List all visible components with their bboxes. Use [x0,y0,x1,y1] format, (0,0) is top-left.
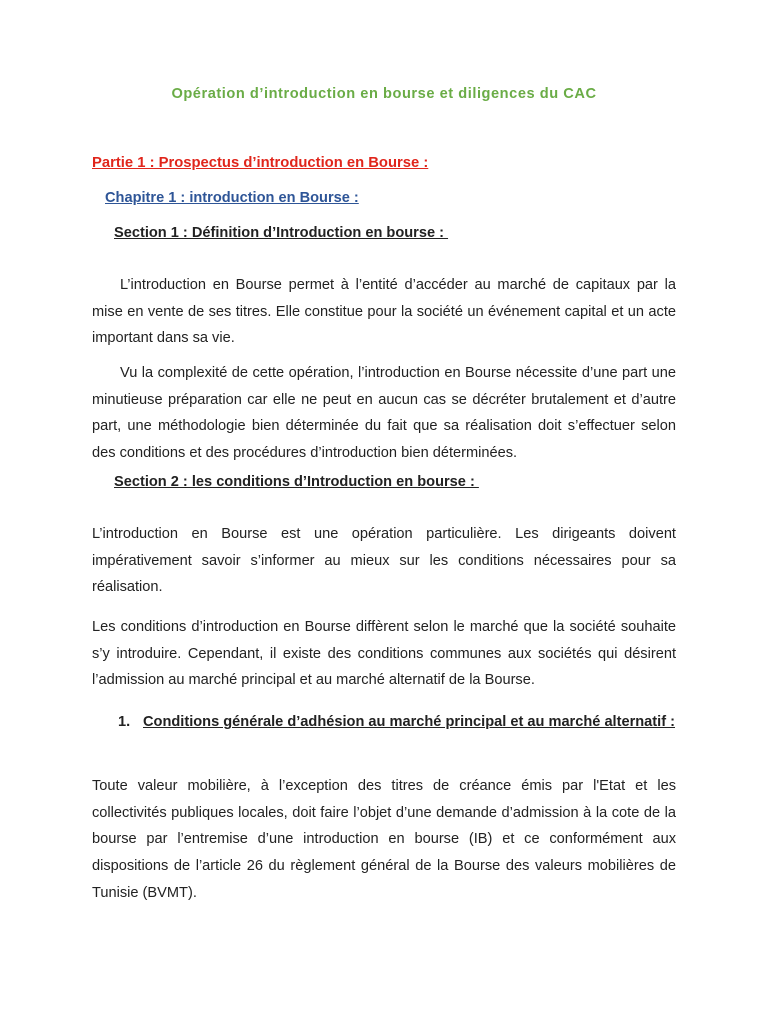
numbered-list-item [118,709,676,736]
final-paragraph: Toute valeur mobilière, à l’exception des titres de créance émis par l'Etat et les collectivités publiques locales, doit faire l’objet d’une demande d’admission à la cote de la bourse par l’entremise d’une introduction en bourse (IB) et ce conformément aux dispositions de l’article 26 du règlement général de la Bourse des valeurs mobilières de Tunisie (BVMT). [92,778,676,901]
section-1-paragraph-2: Vu la complexité de cette opération, l’introduction en Bourse nécessite d’une part une minutieuse préparation car elle ne peut en aucun cas se décréter brutalement et d’autre part, une méthodologie bien déterminée du fait que sa réalisation doit s’effectuer selon des conditions et des procédures d’introduction bien déterminées. [92,365,676,462]
section-2-paragraph-1: L’introduction en Bourse est une opération particulière. Les dirigeants doivent impérativement savoir s’informer au mieux sur les conditions nécessaires pour sa réalisation. [92,526,676,596]
chapitre-heading: Chapitre 1 : introduction en Bourse : [105,190,359,206]
section-2-heading: Section 2 : les conditions d’Introduction en bourse : [114,474,479,490]
section-1-paragraph-1: L’introduction en Bourse permet à l’entité d’accéder au marché de capitaux par la mise en vente de ses titres. Elle constitue pour la société un événement capital et un acte important dans sa vie. [92,277,676,347]
partie-heading: Partie 1 : Prospectus d’introduction en Bourse : [92,155,429,171]
section-1-heading: Section 1 : Définition d’Introduction en bourse : [114,225,449,241]
list-item-heading: Conditions générale d’adhésion au marché principal et au marché alternatif : [143,714,675,730]
document-title: Opération d’introduction en bourse et diligences du CAC [171,86,597,102]
list-item-number: 1. [118,714,131,730]
section-2-paragraph-2: Les conditions d’introduction en Bourse diffèrent selon le marché que la société souhaite s’y introduire. Cependant, il existe des conditions communes aux sociétés qui désirent l’admission au marché principal et au marché alternatif de la Bourse. [92,619,676,689]
